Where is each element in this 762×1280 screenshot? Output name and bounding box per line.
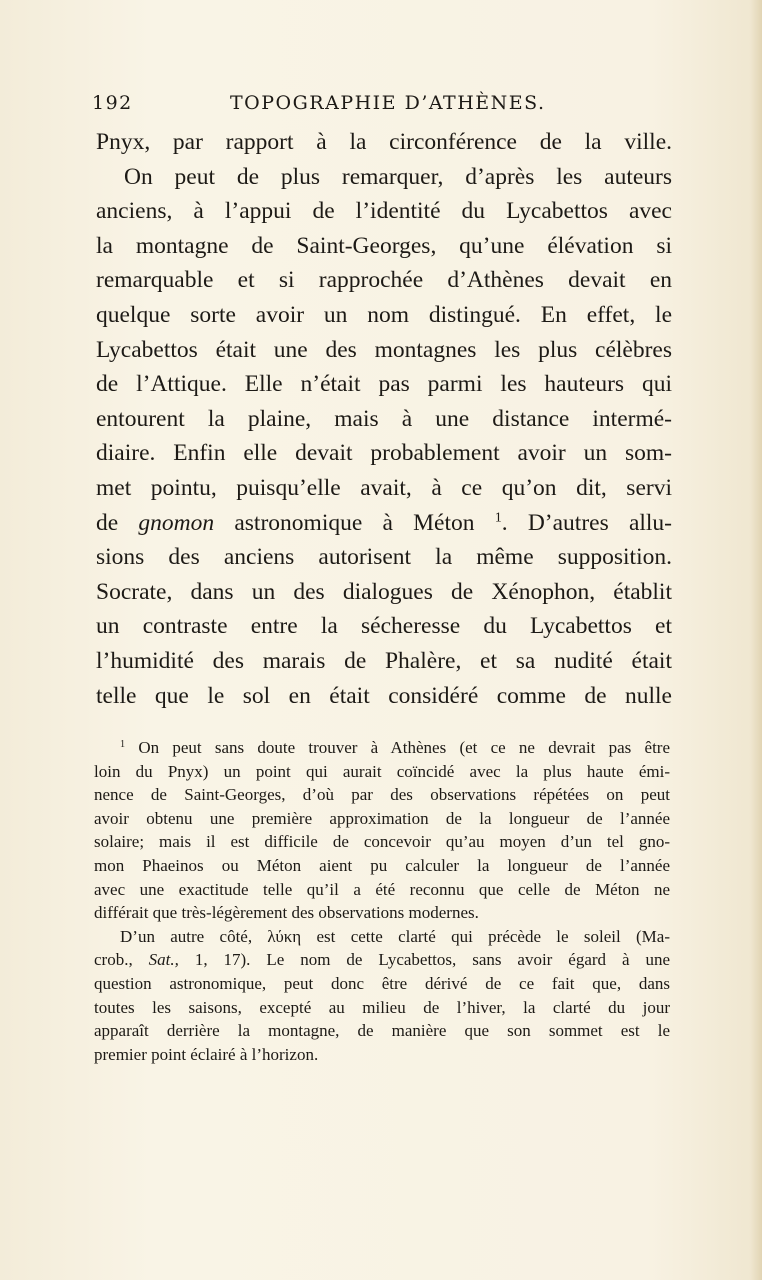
footnote-line: apparaît derrière la montagne, de manière que son sommet est le: [94, 1021, 670, 1041]
body-text-segment: . D’autres allu-: [501, 509, 673, 536]
footnote-text: 1, 17). Le nom de Lycabettos, sans avoir égard à une: [194, 950, 670, 970]
body-line: Pnyx, par rapport à la circonférence de la ville.: [96, 129, 672, 155]
footnote-line: nence de Saint-Georges, d’où par des observations répétées on peut: [94, 785, 670, 805]
footnote-line: différait que très-légèrement des observations modernes.: [94, 903, 479, 923]
body-text-segment: de: [96, 509, 119, 536]
body-line: Lycabettos était une des montagnes les plus célèbres: [96, 336, 672, 363]
body-line: un contraste entre la sécheresse du Lycabettos et: [96, 613, 672, 640]
footnote-line-with-italic: [94, 948, 670, 972]
body-line: telle que le sol en était considéré comme de nulle: [96, 682, 672, 709]
footnote-line: premier point éclairé à l’horizon.: [94, 1044, 319, 1064]
footnote-text: crob.,: [94, 950, 133, 970]
body-text: [96, 125, 672, 713]
italic-citation: Sat.,: [148, 950, 179, 970]
footnote-line: loin du Pnyx) un point qui aurait coïncidé avec la plus haute émi-: [94, 761, 670, 781]
footnote-line: toutes les saisons, excepté au milieu de l’hiver, la clarté du jour: [94, 997, 670, 1017]
footnote-line: D’un autre côté, λύκη est cette clarté qui précède le soleil (Ma-: [120, 926, 670, 946]
body-line: de l’Attique. Elle n’était pas parmi les hauteurs qui: [96, 371, 672, 398]
footnote-line: question astronomique, peut donc être dérivé de ce fait que, dans: [94, 973, 670, 993]
footnote-line: mon Phaeinos ou Méton aient pu calculer la longueur de l’année: [94, 855, 670, 875]
running-title: TOPOGRAPHIE D’ATHÈNES.: [230, 92, 546, 114]
footnote-line: [94, 736, 670, 760]
body-line: diaire. Enfin elle devait probablement avoir un som-: [96, 440, 672, 467]
body-line: On peut de plus remarquer, d’après les auteurs: [124, 163, 672, 190]
footnote-marker: 1: [120, 738, 126, 750]
italic-term: gnomon: [138, 509, 215, 536]
body-line: anciens, à l’appui de l’identité du Lycabettos avec: [96, 198, 672, 225]
body-text-segment: astronomique à Méton: [234, 509, 475, 536]
body-line-with-note: [96, 506, 672, 541]
body-line: met pointu, puisqu’elle avait, à ce qu’on dit, servi: [96, 474, 672, 501]
body-line: l’humidité des marais de Phalère, et sa nudité était: [96, 647, 672, 674]
body-line: Socrate, dans un des dialogues de Xénophon, établit: [96, 578, 672, 605]
footnote-line: solaire; mais il est difficile de concevoir qu’au moyen d’un tel gno-: [94, 832, 670, 852]
page-header: [92, 92, 672, 122]
footnote-reference[interactable]: 1: [494, 509, 502, 526]
body-line: sions des anciens autorisent la même supposition.: [96, 544, 672, 571]
page-number: 192: [92, 92, 133, 114]
page-edge: [750, 0, 762, 1280]
body-line: quelque sorte avoir un nom distingué. En effet, le: [96, 301, 672, 328]
body-line: la montagne de Saint-Georges, qu’une élévation si: [96, 232, 672, 259]
footnote-text: On peut sans doute trouver à Athènes (et ce ne devrait pas être: [138, 738, 670, 757]
body-line: entourent la plaine, mais à une distance intermé-: [96, 405, 672, 432]
footnotes: [94, 736, 670, 1066]
body-line: remarquable et si rapprochée d’Athènes devait en: [96, 267, 672, 294]
footnote-line: avoir obtenu une première approximation de la longueur de l’année: [94, 808, 670, 828]
footnote-line: avec une exactitude telle qu’il a été reconnu que celle de Méton ne: [94, 879, 670, 899]
